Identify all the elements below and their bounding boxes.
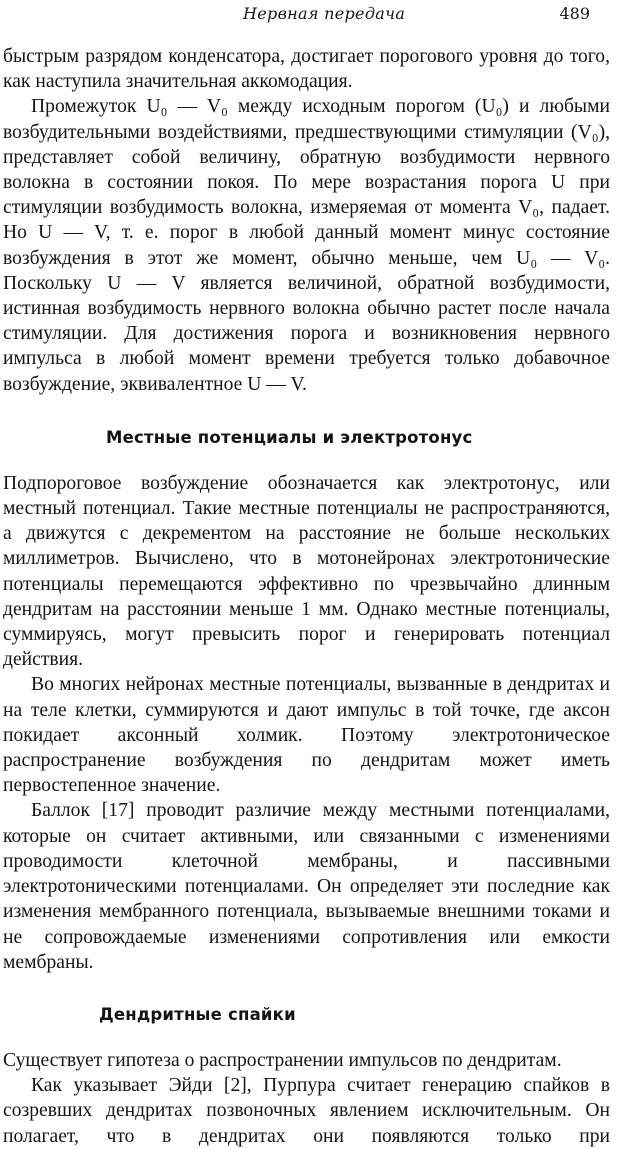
section-heading-local-potentials: Местные потенциалы и электротонус	[106, 427, 473, 447]
paragraph-threshold-excitability: Промежуток U₀ — V₀ между исходным порогом (U₀) и любыми возбудительными воздействиями, предшествующими стимуляции (V₀), представляет собой величину, обратную возбудимости нервного волокна в состоянии покоя. По мере возрастания порога U при стимуляции возбудимость волокна, измеряемая от момента V₀, падает. Но U — V, т. е. порог в любой данный момент минус состояние возбуждения в этот же момент, обычно меньше, чем U₀ — V₀. Поскольку U — V является величиной, обратной возбудимости, истинная возбудимость нервного волокна обычно растет после начала стимуляции. Для достижения порога и возникновения нервного импульса в любой момент времени требуется только добавочное возбуждение, эквивалентное U — V.	[3, 96, 610, 395]
paragraph-continuation: быстрым разрядом конденсатора, достигает порогового уровня до того, как наступила значительная аккомодация.	[3, 46, 610, 93]
paragraph-hypothesis: Существует гипотеза о распространении импульсов по дендритам.	[3, 1049, 562, 1071]
paragraph-purpura-view: Как указывает Эйди [2], Пурпура считает генерацию спайков в созревших дендритах позвоночных явлением исключительным. Он полагает, что в дендритах они появляются только при	[3, 1075, 610, 1147]
section-heading-dendritic-spikes: Дендритные спайки	[99, 1004, 296, 1024]
running-title: Нервная передача	[243, 4, 406, 23]
paragraph-electrotonus-definition: Подпороговое возбуждение обозначается как электротонус, или местный потенциал. Такие местные потенциалы не распространяются, а движутся с декрементом на расстояние не больше нескольких миллиметров. Вычислено, что в мотонейронах электротонические потенциалы перемещаются эффективно по чрезвычайно длинным дендритам на расстоянии меньше 1 мм. Однако местные потенциалы, суммируясь, могут превысить порог и генерировать потенциал действия.	[3, 472, 610, 671]
running-header	[0, 4, 620, 28]
page-body	[3, 44, 610, 1149]
paragraph-summation-in-neurons: Во многих нейронах местные потенциалы, вызванные в дендритах и на теле клетки, суммируются и дают импульс в той точке, где аксон покидает аксонный холмик. Поэтому электротоническое распространение возбуждения по дендритам может иметь первостепенное значение.	[3, 674, 610, 797]
page-number: 489	[559, 4, 590, 23]
paragraph-bullock-distinction: Баллок [17] проводит различие между местными потенциалами, которые он считает активными, или связанными с изменениями проводимости клеточной мембраны, и пассивными электротоническими потенциалами. Он определяет эти последние как изменения мембранного потенциала, вызываемые внешними токами и не сопровождаемые изменениями сопротивления или емкости мембраны.	[3, 800, 610, 973]
